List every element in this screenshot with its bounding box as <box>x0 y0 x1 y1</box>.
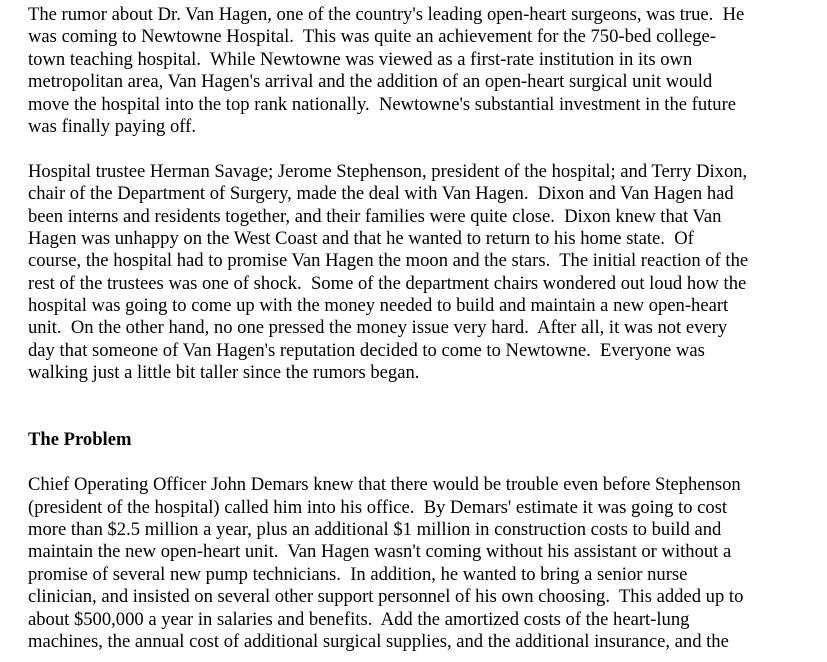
paragraph-intro <box>28 4 818 138</box>
section-heading: The Problem <box>28 429 132 451</box>
text-line: been interns and residents together, and their families were quite close. Dixon knew that Van <box>28 205 722 227</box>
text-line: was finally paying off. <box>28 115 196 137</box>
text-line: about $500,000 a year in salaries and benefits. Add the amortized costs of the heart-lung <box>28 608 690 630</box>
text-line: rest of the trustees was one of shock. Some of the department chairs wondered out loud how the <box>28 272 747 294</box>
paragraph-trustees <box>28 161 818 385</box>
text-line: Chief Operating Officer John Demars knew that there would be trouble even before Stephenson <box>28 474 741 496</box>
text-line: promise of several new pump technicians. In addition, he wanted to bring a senior nurse <box>28 563 688 585</box>
text-line: chair of the Department of Surgery, made the deal with Van Hagen. Dixon and Van Hagen had <box>28 183 734 205</box>
text-line: The rumor about Dr. Van Hagen, one of the country's leading open-heart surgeons, was true. He <box>28 4 745 25</box>
text-line: Hagen was unhappy on the West Coast and that he wanted to return to his home state. Of <box>28 227 694 249</box>
text-line: move the hospital into the top rank nationally. Newtowne's substantial investment in the future <box>28 93 737 115</box>
text-line: was coming to Newtowne Hospital. This was quite an achievement for the 750-bed college- <box>28 26 716 48</box>
text-line: machines, the annual cost of additional surgical supplies, and the additional insurance, and the <box>28 630 729 652</box>
text-line: hospital was going to come up with the money needed to build and maintain a new open-heart <box>28 295 729 317</box>
text-line: town teaching hospital. While Newtowne was viewed as a first-rate institution in its own <box>28 48 693 70</box>
text-line: unit. On the other hand, no one pressed the money issue very hard. After all, it was not every <box>28 317 728 339</box>
text-line: more than $2.5 million a year, plus an additional $1 million in construction costs to build and <box>28 519 722 540</box>
document-page <box>28 4 818 653</box>
text-line: maintain the new open-heart unit. Van Hagen wasn't coming without his assistant or without a <box>28 541 732 563</box>
paragraph-spacer <box>28 138 818 160</box>
paragraph-problem <box>28 474 818 653</box>
text-line: walking just a little bit taller since the rumors began. <box>28 362 420 384</box>
paragraph-spacer <box>28 452 818 474</box>
text-line: Hospital trustee Herman Savage; Jerome Stephenson, president of the hospital; and Terry Dixon, <box>28 160 748 182</box>
text-line: (president of the hospital) called him into his office. By Demars' estimate it was going to cost <box>28 496 728 518</box>
text-line: course, the hospital had to promise Van Hagen the moon and the stars. The initial reaction of the <box>28 250 749 272</box>
text-line: metropolitan area, Van Hagen's arrival and the addition of an open-heart surgical unit would <box>28 71 713 93</box>
text-line: day that someone of Van Hagen's reputation decided to come to Newtowne. Everyone was <box>28 339 705 361</box>
text-line: clinician, and insisted on several other support personnel of his own choosing. This added up to <box>28 586 744 608</box>
section-spacer <box>28 385 818 430</box>
